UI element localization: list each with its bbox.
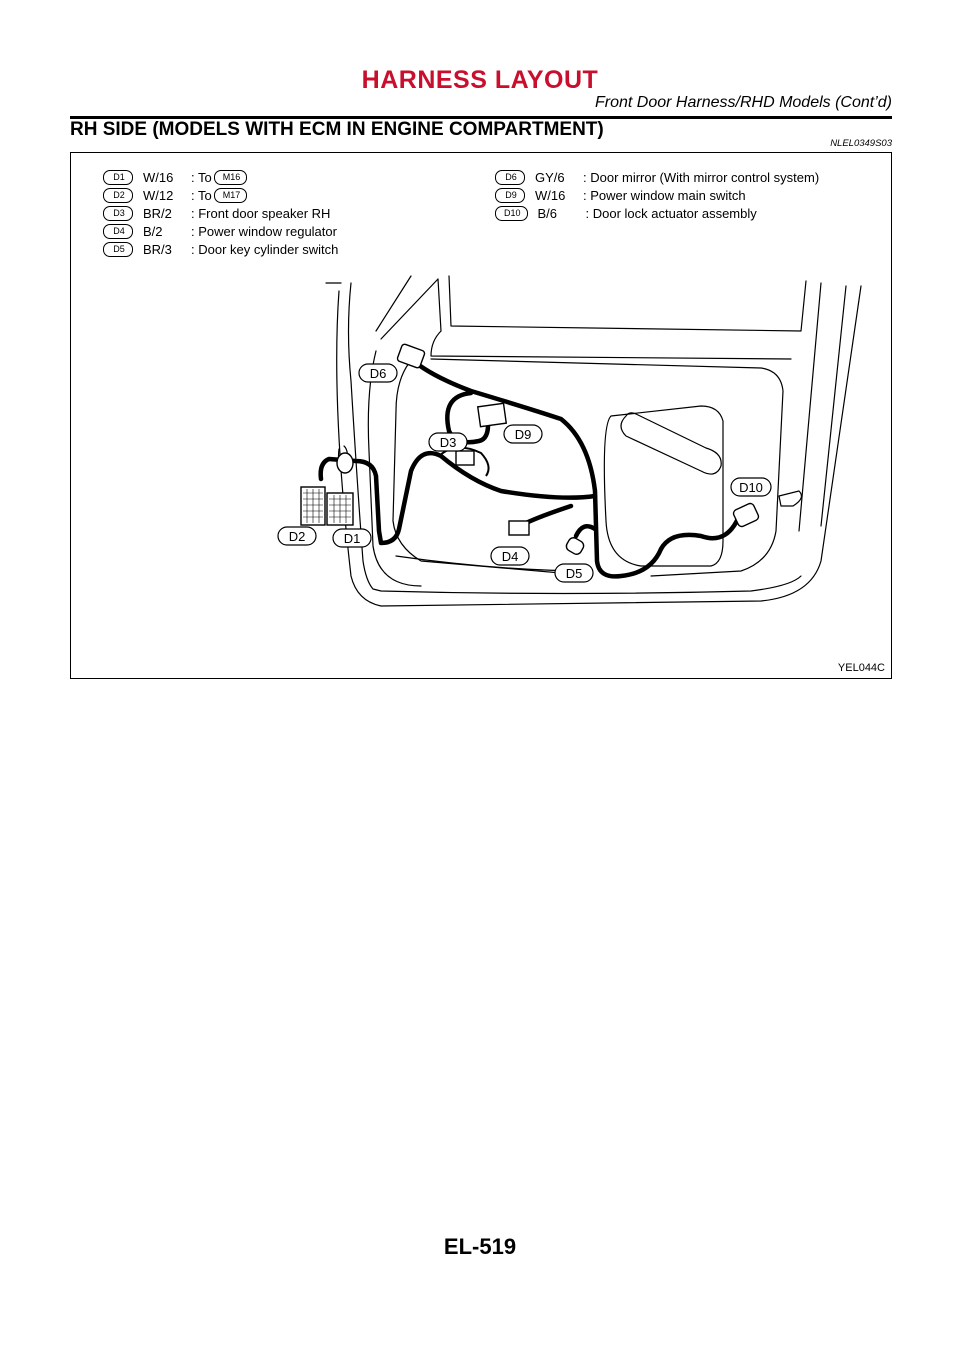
connector-tag: D4 <box>103 224 133 239</box>
legend-spec: W/12 <box>143 187 174 203</box>
legend-spec: GY/6 <box>535 169 565 185</box>
callout-d10-label: D10 <box>739 480 763 495</box>
callout-d1-label: D1 <box>343 531 361 546</box>
legend-spec: B/2 <box>143 223 163 239</box>
section-code: NLEL0349S03 <box>830 138 892 149</box>
connector-hinge-grommet <box>337 453 353 473</box>
door-lock-recess <box>779 491 801 506</box>
connector-tag: D1 <box>103 170 133 185</box>
page-header-subtitle: Front Door Harness/RHD Models (Cont’d) <box>595 94 892 111</box>
legend-spec: W/16 <box>143 169 174 185</box>
legend-desc: : To <box>191 187 212 203</box>
legend-desc: : Front door speaker RH <box>191 205 331 221</box>
legend-spec: B/6 <box>537 205 558 221</box>
callout-d3-label: D3 <box>439 435 457 450</box>
connector-ref-tag: M17 <box>214 188 248 203</box>
legend-desc: : Power window regulator <box>191 223 337 239</box>
connector-d6-body <box>397 343 426 368</box>
connector-ref-tag: M16 <box>214 170 248 185</box>
section-title: RH SIDE (MODELS WITH ECM IN ENGINE COMPARTMENT) <box>70 119 604 140</box>
callout-d5-label: D5 <box>565 566 583 581</box>
figure-code: YEL044C <box>837 662 885 674</box>
legend-spec: BR/3 <box>143 241 172 257</box>
legend-desc: : Power window main switch <box>583 187 746 203</box>
door-harness-drawing <box>71 153 891 678</box>
harness-d4-branch <box>526 506 571 523</box>
connector-d4-body <box>509 521 529 535</box>
connector-tag: D6 <box>495 170 525 185</box>
connector-d9-body <box>478 403 507 426</box>
page-header-title: HARNESS LAYOUT <box>361 66 599 94</box>
harness-figure <box>70 152 892 679</box>
legend-desc: : Door key cylinder switch <box>191 241 339 257</box>
legend-desc: : Door mirror (With mirror control system) <box>583 169 820 185</box>
connector-tag: D10 <box>495 206 528 221</box>
legend-spec: W/16 <box>535 187 566 203</box>
connector-tag: D9 <box>495 188 525 203</box>
page-number: EL-519 <box>443 1234 517 1259</box>
callout-d4-label: D4 <box>501 549 519 564</box>
door-inner-panel <box>393 359 783 576</box>
callout-d2-label: D2 <box>288 529 306 544</box>
speaker-grille-oval <box>621 413 721 474</box>
connector-tag: D3 <box>103 206 133 221</box>
legend-desc: : To <box>191 169 212 185</box>
legend-spec: BR/2 <box>143 205 172 221</box>
connector-d5-body <box>565 536 586 556</box>
callout-d6-label: D6 <box>369 366 387 381</box>
door-sash-upper <box>376 276 846 531</box>
legend-desc: : Door lock actuator assembly <box>585 205 757 221</box>
connector-tag: D2 <box>103 188 133 203</box>
callout-d9-label: D9 <box>514 427 532 442</box>
harness-d5-branch <box>576 526 595 536</box>
connector-d3-body <box>456 451 474 465</box>
connector-tag: D5 <box>103 242 133 257</box>
door-trim-line <box>431 331 791 359</box>
